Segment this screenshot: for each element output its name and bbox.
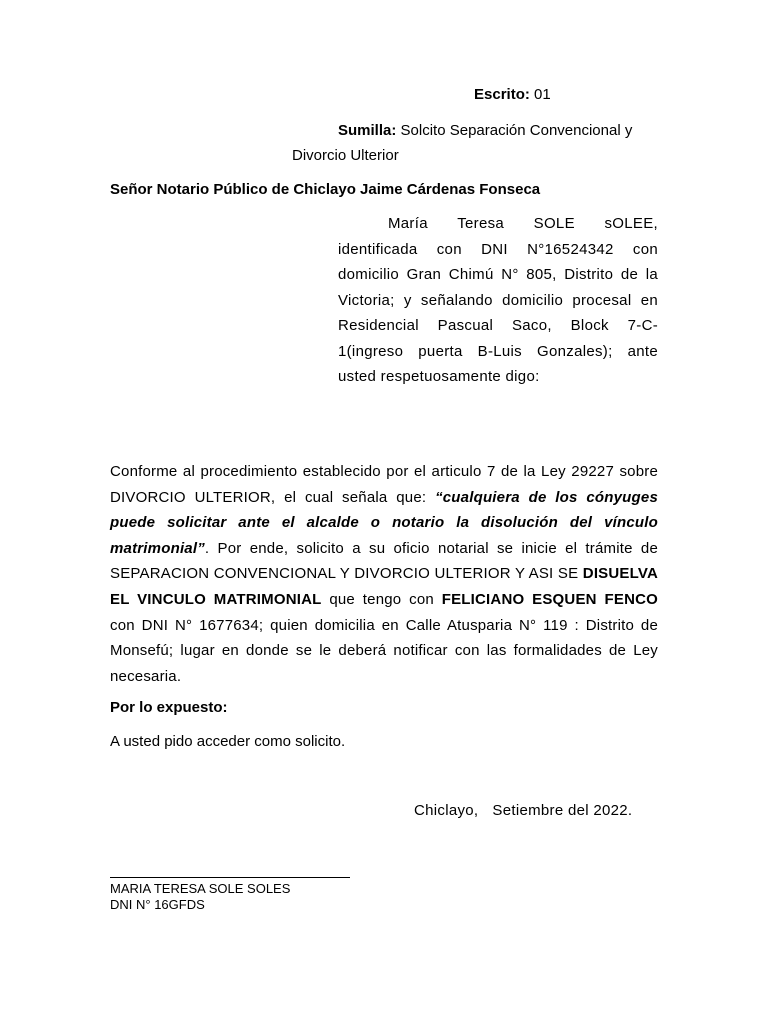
body-text-1: Conforme al procedimiento establecido por el articulo 7 de la Ley 29227 sobre DIVORCIO ULTERIOR, el cual señala que: xyxy=(110,463,658,506)
addressee: Señor Notario Público de Chiclayo Jaime Cárdenas Fonseca xyxy=(110,181,541,198)
sumilla-line xyxy=(338,122,632,139)
body-text-4: con DNI N° 1677634; quien domicilia en Calle Atusparia N° 119 : Distrito de Monsefú; lugar en donde se le deberá notificar con las formalidades de Ley necesaria. xyxy=(110,616,658,685)
sumilla-label: Sumilla: xyxy=(338,122,397,139)
date-line xyxy=(414,802,632,819)
body-text-2: . Por ende, solicito a su oficio notarial se inicie el trámite de SEPARACION CONVENCIONAL Y DIVORCIO ULTERIOR Y ASI SE xyxy=(110,539,658,583)
law-quote: “cualquiera de los cónyuges puede solicitar ante el alcalde o notario la disolución del vínculo matrimonial” xyxy=(110,488,658,557)
sumilla-value: Solcito Separación Convencional y xyxy=(396,122,633,139)
escrito-value: 01 xyxy=(529,86,551,103)
sumilla-continuation: Divorcio Ulterior xyxy=(292,147,399,164)
body-text-3: que tengo con xyxy=(321,590,442,608)
body-bold-2: FELICIANO ESQUEN FENCO xyxy=(441,590,659,608)
request-line: A usted pido acceder como solicito. xyxy=(110,733,346,750)
date-value: Setiembre del 2022. xyxy=(492,802,633,819)
escrito-label: Escrito: xyxy=(474,86,530,103)
signature-name: MARIA TERESA SOLE SOLES xyxy=(110,881,291,896)
date-city: Chiclayo, xyxy=(414,802,479,819)
intro-paragraph: María Teresa SOLE sOLEE, identificada con DNI N°16524342 con domicilio Gran Chimú N° 805, Distrito de la Victoria; y señalando domicilio procesal en Residencial Pascual Saco, Block 7-C-1(ingreso puerta B-Luis Gonzales); ante usted respetuosamente digo: xyxy=(338,215,658,385)
signature-line xyxy=(110,877,350,878)
body-bold-1: DISUELVA EL VINCULO MATRIMONIAL xyxy=(110,565,658,608)
signature-dni: DNI N° 16GFDS xyxy=(110,897,205,912)
escrito-line xyxy=(474,86,551,103)
body-paragraph xyxy=(110,459,658,689)
por-lo-expuesto: Por lo expuesto: xyxy=(110,699,228,716)
